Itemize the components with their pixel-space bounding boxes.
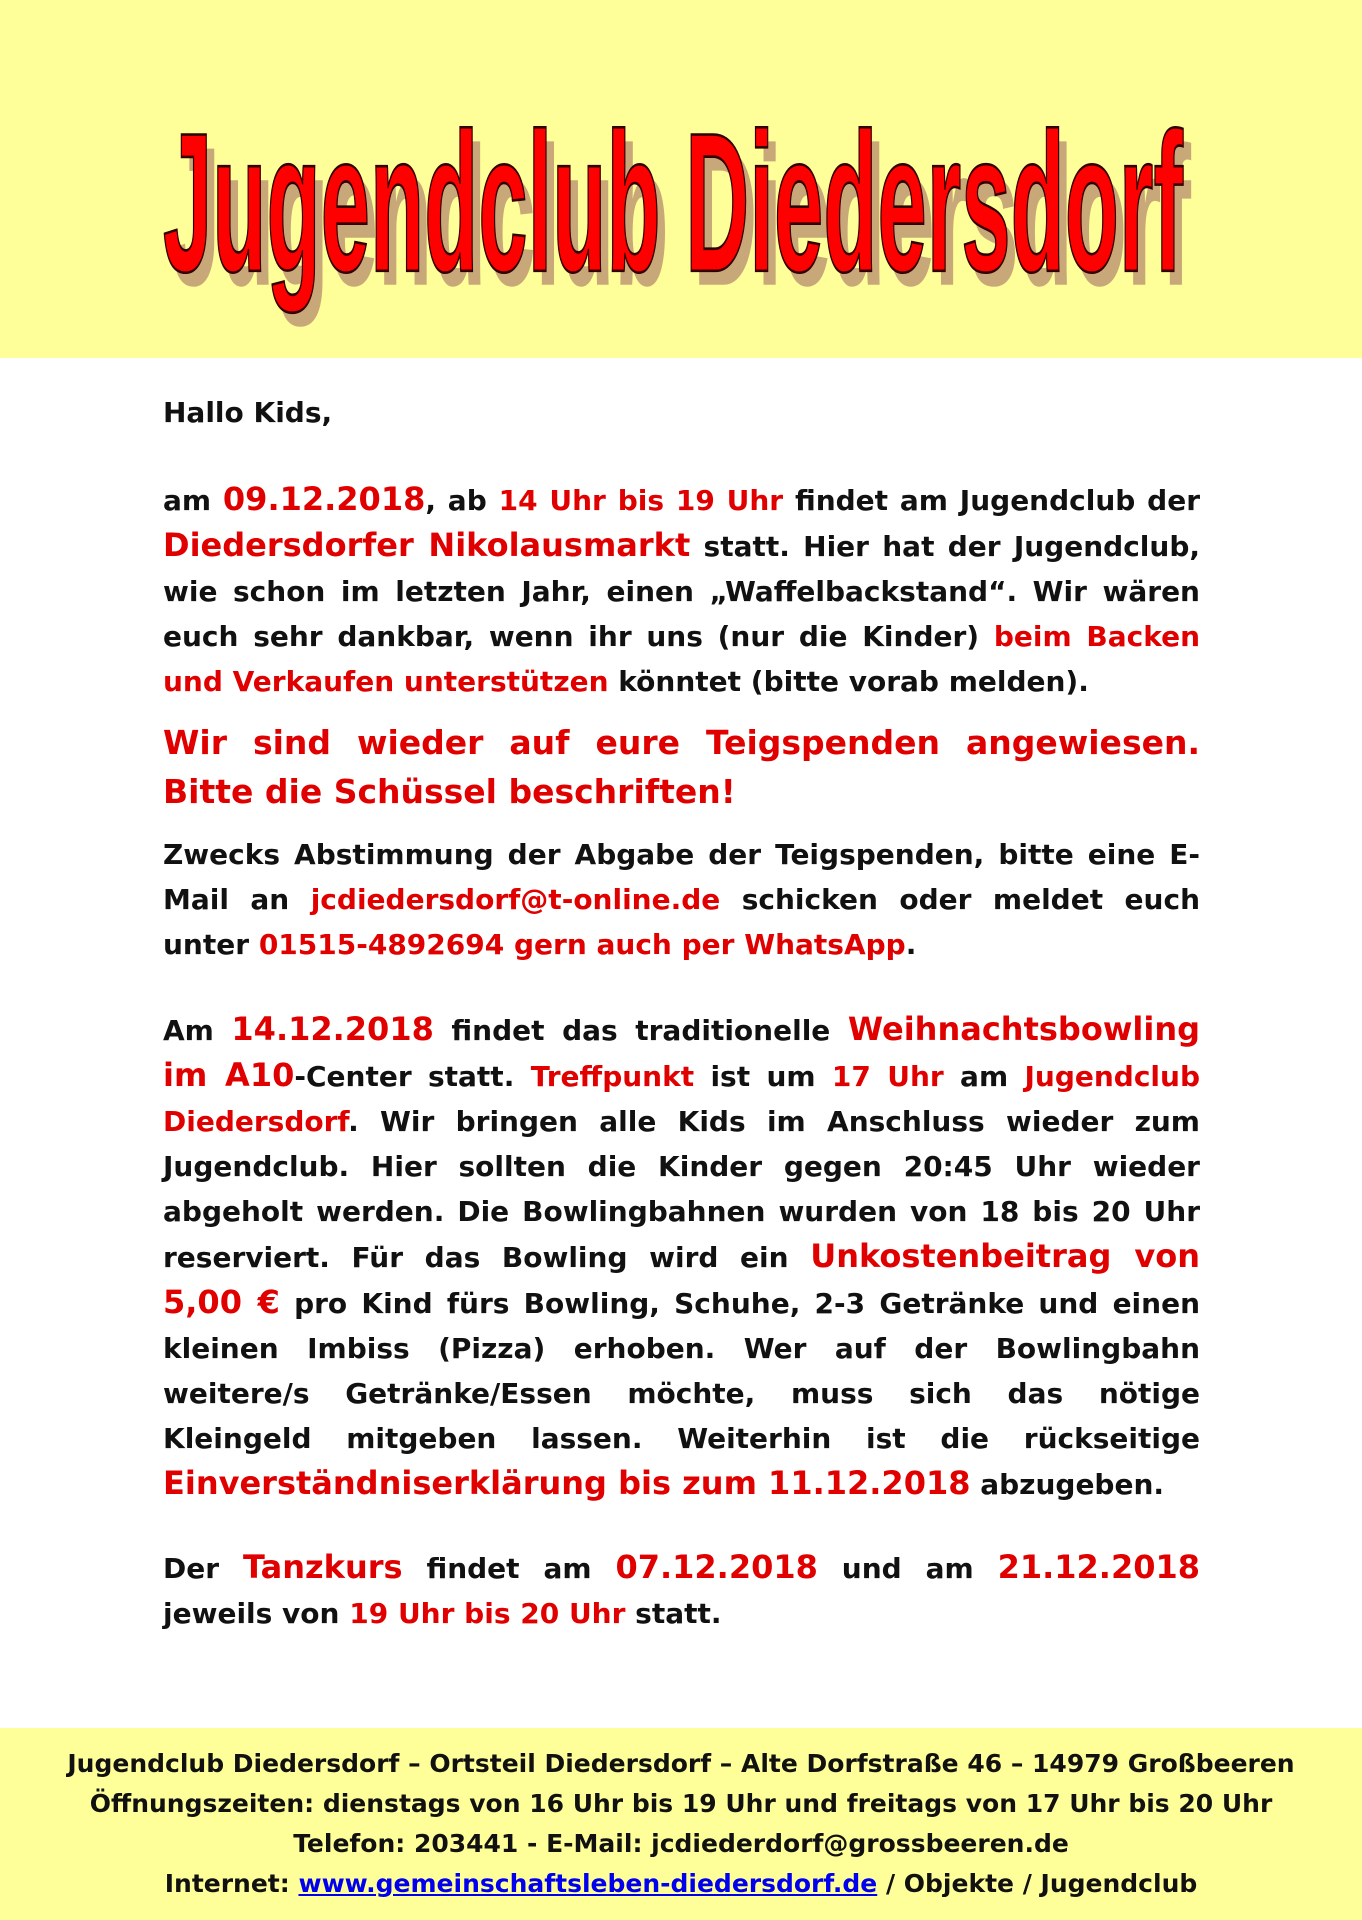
text: statt. Hier hat der Jugendclub, wie schon im letzten Jahr, einen „Waffelbackstand“. Wir wären euch sehr dankbar, wenn ihr uns (nur die Kinder)	[163, 530, 1201, 653]
logo-text: Jugendclub Diedersdorf	[163, 92, 1184, 314]
date-bowling: 14.12.2018	[231, 1010, 434, 1048]
text: findet das traditionelle	[433, 1014, 848, 1047]
paragraph-contact	[163, 832, 1200, 967]
bowling-fee: Unkostenbeitrag von 5,00 €	[163, 1237, 1200, 1321]
footer-website-line	[0, 1864, 1362, 1904]
website-link[interactable]: www.gemeinschaftsleben-diedersdorf.de	[298, 1869, 878, 1898]
paragraph-bowling	[163, 1007, 1200, 1507]
time-bowling: 17 Uhr	[831, 1060, 944, 1093]
meeting-place: Jugendclub Diedersdorf	[163, 1060, 1201, 1138]
event-bowling: Weihnachtsbowling im A10	[163, 1010, 1200, 1094]
text: Zwecks Abstimmung der Abgabe der Teigspenden, bitte eine E-Mail an	[163, 838, 1200, 916]
text: und am	[817, 1552, 998, 1585]
footer-address: Jugendclub Diedersdorf – Ortsteil Diedersdorf – Alte Dorfstraße 46 – 14979 Großbeeren	[67, 1749, 1295, 1778]
footer-opening-hours: Öffnungszeiten: dienstags von 16 Uhr bis 19 Uhr und freitags von 17 Uhr bis 20 Uhr	[89, 1789, 1273, 1818]
text: ist um	[694, 1060, 832, 1093]
date-nikolausmarkt: 09.12.2018	[222, 480, 426, 518]
paragraph-dance-course	[163, 1545, 1200, 1636]
event-nikolausmarkt: Diedersdorfer Nikolausmarkt	[163, 526, 691, 564]
consent-deadline: Einverständniserklärung bis zum 11.12.2018	[163, 1464, 971, 1502]
text: , ab	[425, 484, 499, 517]
text: .	[905, 928, 917, 961]
dance-date-2: 21.12.2018	[997, 1548, 1200, 1586]
footer-phone-email: Telefon: 203441 - E-Mail: jcdiederdorf@grossbeeren.de	[293, 1829, 1069, 1858]
text: schicken oder meldet euch unter	[163, 883, 1200, 961]
text: Am	[163, 1014, 232, 1047]
meeting-point-label: Treffpunkt	[530, 1060, 695, 1093]
letter-body	[163, 390, 1200, 1636]
help-request: beim Backen und Verkaufen unterstützen	[163, 620, 1200, 698]
greeting: Hallo Kids,	[163, 396, 333, 429]
text: pro Kind fürs Bowling, Schuhe, 2-3 Getränke und einen kleinen Imbiss (Pizza) erhoben. Wer auf der Bowlingbahn weitere/s Getränke/Essen möchte, muss sich das nötige Kleingeld mitgeben lassen. Weiterhin ist die rückseitige	[163, 1287, 1201, 1455]
club-logo	[163, 20, 1213, 328]
footer-website-prefix: Internet:	[164, 1869, 299, 1898]
logo-shadow-text: Jugendclub Diedersdorf	[171, 106, 1192, 328]
text: findet am	[402, 1552, 616, 1585]
dance-course: Tanzkurs	[242, 1548, 403, 1586]
dance-time: 19 Uhr bis 20 Uhr	[349, 1597, 626, 1630]
contact-email: jcdiedersdorf@t-online.de	[310, 883, 721, 916]
dance-date-1: 07.12.2018	[615, 1548, 818, 1586]
time-nikolausmarkt: 14 Uhr bis 19 Uhr	[498, 484, 784, 517]
header-banner	[0, 0, 1362, 358]
dough-donation-notice: Wir sind wieder auf eure Teigspenden angewiesen. Bitte die Schüssel beschriften!	[163, 723, 1200, 811]
text: Der	[163, 1552, 243, 1585]
text: -Center statt.	[294, 1060, 531, 1093]
contact-phone: 01515-4892694 gern auch per WhatsApp	[258, 928, 906, 961]
text: abzugeben.	[970, 1468, 1165, 1501]
footer-contact-info	[0, 1728, 1362, 1920]
paragraph-nikolausmarkt	[163, 477, 1200, 704]
text: könntet (bitte vorab melden).	[608, 665, 1089, 698]
text: am	[163, 484, 223, 517]
footer-website-suffix: / Objekte / Jugendclub	[877, 1869, 1198, 1898]
text: jeweils von	[163, 1597, 350, 1630]
text: statt.	[625, 1597, 722, 1630]
text: am	[943, 1060, 1025, 1093]
text: findet am Jugendclub der	[783, 484, 1201, 517]
text: . Wir bringen alle Kids im Anschluss wieder zum Jugendclub. Hier sollten die Kinder gegen 20:45 Uhr wieder abgeholt werden. Die Bowlingbahnen wurden von 18 bis 20 Uhr reserviert. Für das Bowling wird ein	[163, 1105, 1200, 1274]
